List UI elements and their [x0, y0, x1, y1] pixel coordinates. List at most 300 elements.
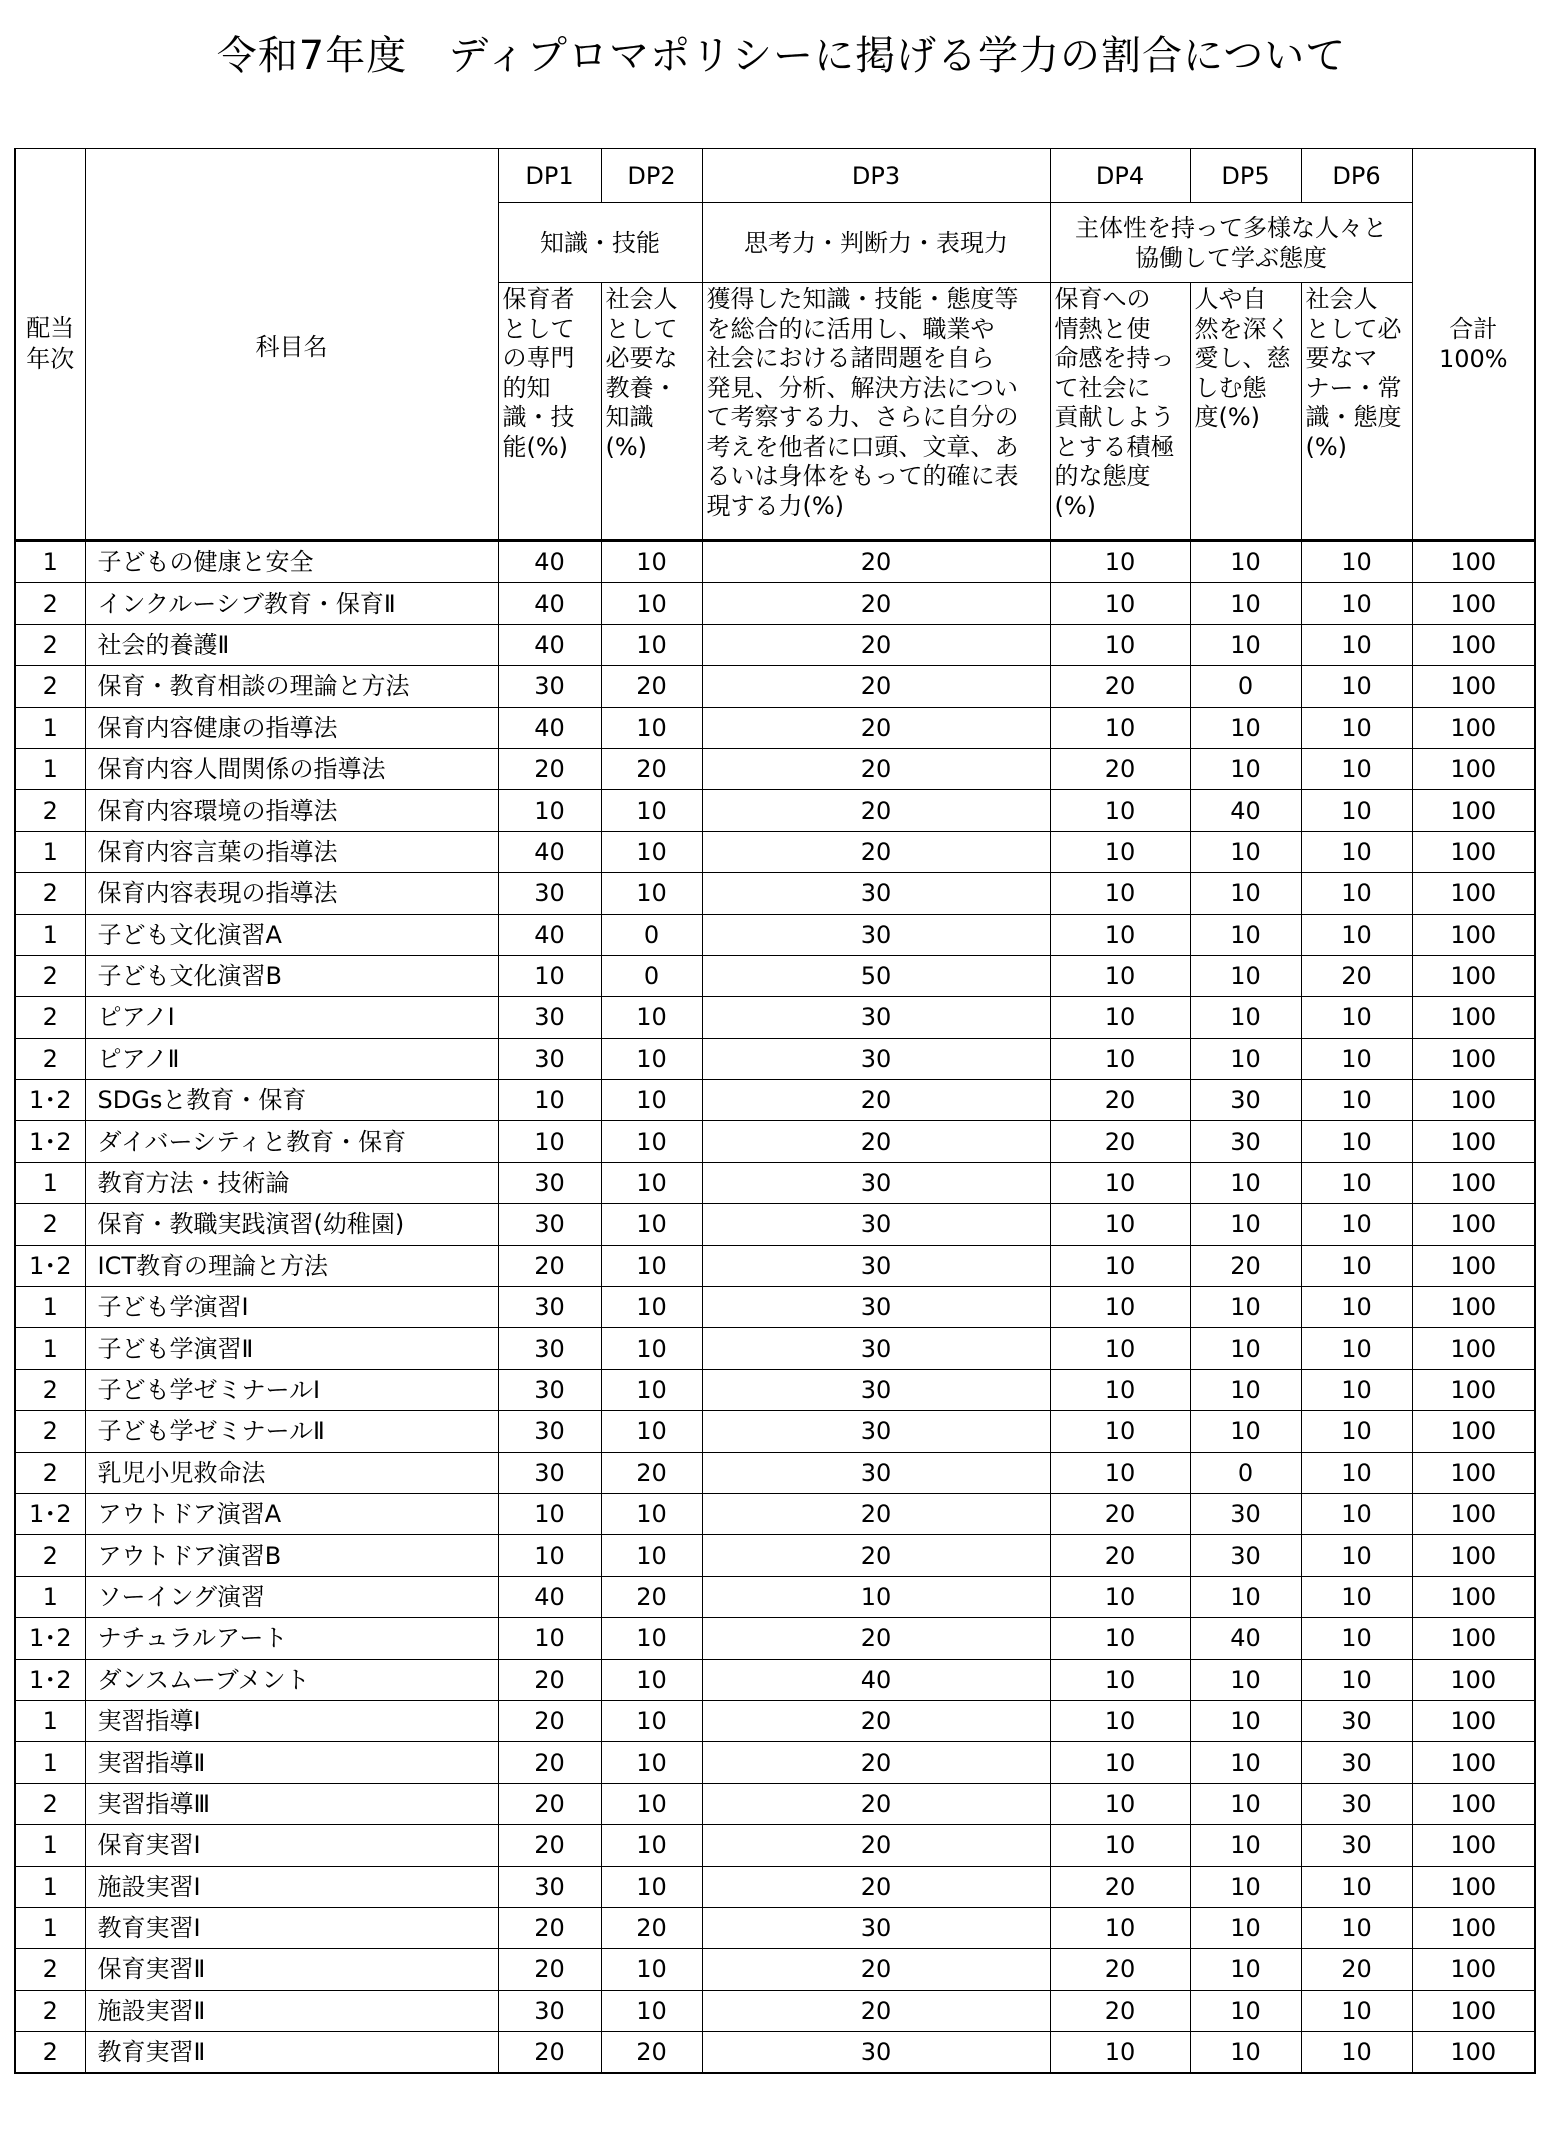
table-row [15, 583, 1535, 624]
year-cell: 2 [15, 1783, 85, 1824]
dp4-cell: 10 [1050, 790, 1190, 831]
dp5-cell: 10 [1190, 1825, 1301, 1866]
dp5-header: DP5 [1190, 149, 1301, 203]
year-cell: 2 [15, 1411, 85, 1452]
dp5-cell: 10 [1190, 1204, 1301, 1245]
dp4-cell: 10 [1050, 1659, 1190, 1700]
dp1-cell: 30 [498, 1369, 601, 1410]
dp2-cell: 10 [601, 624, 702, 665]
desc-line: 発見、分析、解決方法につい [706, 373, 1019, 402]
dp1-cell: 30 [498, 873, 601, 914]
dp6-cell: 30 [1301, 1742, 1412, 1783]
dp2-cell: 0 [601, 955, 702, 996]
dp3-cell: 30 [702, 1245, 1050, 1286]
dp2-cell: 10 [601, 1162, 702, 1203]
dp6-cell: 30 [1301, 1783, 1412, 1824]
dp3-cell: 20 [702, 666, 1050, 707]
dp6-cell: 10 [1301, 666, 1412, 707]
year-cell: 1 [15, 1162, 85, 1203]
subject-cell: 子ども学演習Ⅰ [85, 1287, 498, 1328]
total-header-line: 100% [1438, 345, 1508, 373]
dp6-cell: 10 [1301, 748, 1412, 789]
subject-cell: 保育内容言葉の指導法 [85, 831, 498, 872]
dp2-cell: 10 [601, 1411, 702, 1452]
dp1-cell: 30 [498, 1452, 601, 1493]
table-row [15, 955, 1535, 996]
subject-cell: 実習指導Ⅲ [85, 1783, 498, 1824]
subject-cell: 子ども学ゼミナールⅠ [85, 1369, 498, 1410]
dp3-description [702, 283, 1050, 541]
total-cell: 100 [1412, 624, 1535, 665]
dp5-cell: 40 [1190, 1618, 1301, 1659]
dp6-cell: 10 [1301, 1535, 1412, 1576]
dp5-cell: 10 [1190, 1411, 1301, 1452]
dp3-cell: 20 [702, 748, 1050, 789]
dp3-cell: 30 [702, 1162, 1050, 1203]
year-cell: 2 [15, 997, 85, 1038]
dp5-cell: 10 [1190, 1038, 1301, 1079]
year-cell: 2 [15, 873, 85, 914]
dp6-cell: 10 [1301, 624, 1412, 665]
dp4-cell: 20 [1050, 748, 1190, 789]
table-row [15, 831, 1535, 872]
dp1-cell: 10 [498, 1535, 601, 1576]
total-cell: 100 [1412, 1618, 1535, 1659]
dp5-cell: 10 [1190, 1990, 1301, 2031]
dp2-cell: 10 [601, 1245, 702, 1286]
dp3-cell: 20 [702, 1825, 1050, 1866]
desc-line: を総合的に活用し、職業や [706, 314, 995, 343]
dp4-cell: 20 [1050, 1990, 1190, 2031]
total-cell: 100 [1412, 914, 1535, 955]
dp2-cell: 10 [601, 1493, 702, 1534]
dp6-cell: 10 [1301, 1866, 1412, 1907]
dp2-cell: 10 [601, 1080, 702, 1121]
table-row [15, 1369, 1535, 1410]
dp3-cell: 20 [702, 1949, 1050, 1990]
dp1-cell: 30 [498, 1204, 601, 1245]
dp1-cell: 20 [498, 1949, 601, 1990]
dp1-cell: 20 [498, 1700, 601, 1741]
dp4-cell: 10 [1050, 1700, 1190, 1741]
table-body [15, 541, 1535, 2074]
year-cell: 1･2 [15, 1080, 85, 1121]
subject-cell: SDGsと教育・保育 [85, 1080, 498, 1121]
dp4-cell: 10 [1050, 873, 1190, 914]
dp5-cell: 10 [1190, 1700, 1301, 1741]
table-row [15, 914, 1535, 955]
year-header [15, 149, 85, 541]
dp4-cell: 10 [1050, 1825, 1190, 1866]
dp5-cell: 10 [1190, 583, 1301, 624]
table-row [15, 1080, 1535, 1121]
year-cell: 1 [15, 707, 85, 748]
dp6-cell: 20 [1301, 955, 1412, 996]
desc-line: (%) [1054, 491, 1097, 520]
total-header-line: 合計 [1449, 315, 1498, 343]
dp5-cell: 10 [1190, 1287, 1301, 1328]
dp3-cell: 20 [702, 624, 1050, 665]
dp1-cell: 40 [498, 541, 601, 583]
dp5-cell: 30 [1190, 1493, 1301, 1534]
dp1-cell: 40 [498, 624, 601, 665]
dp2-cell: 10 [601, 1949, 702, 1990]
table-row [15, 1535, 1535, 1576]
year-cell: 1 [15, 914, 85, 955]
year-cell: 1 [15, 1907, 85, 1948]
total-cell: 100 [1412, 1328, 1535, 1369]
year-cell: 2 [15, 790, 85, 831]
dp6-cell: 10 [1301, 1038, 1412, 1079]
subject-cell: 子ども学ゼミナールⅡ [85, 1411, 498, 1452]
dp5-cell: 10 [1190, 997, 1301, 1038]
table-row [15, 1204, 1535, 1245]
dp4-cell: 10 [1050, 1245, 1190, 1286]
table-row [15, 1783, 1535, 1824]
dp6-cell: 10 [1301, 583, 1412, 624]
year-header-line: 配当 [26, 314, 75, 342]
dp4-cell: 10 [1050, 1618, 1190, 1659]
dp2-cell: 10 [601, 1121, 702, 1162]
dp3-cell: 30 [702, 2032, 1050, 2074]
dp4-cell: 10 [1050, 583, 1190, 624]
dp5-cell: 20 [1190, 1245, 1301, 1286]
desc-line: (%) [1305, 432, 1348, 461]
dp5-description [1190, 283, 1301, 541]
dp2-cell: 10 [601, 1783, 702, 1824]
year-cell: 2 [15, 2032, 85, 2074]
year-cell: 1･2 [15, 1121, 85, 1162]
table-row [15, 1162, 1535, 1203]
desc-line: るいは身体をもって的確に表 [706, 462, 1019, 490]
dp1-cell: 30 [498, 997, 601, 1038]
dp6-cell: 30 [1301, 1700, 1412, 1741]
total-cell: 100 [1412, 748, 1535, 789]
desc-line: ナー・常 [1305, 373, 1402, 402]
subject-cell: 教育実習Ⅰ [85, 1907, 498, 1948]
total-cell: 100 [1412, 1907, 1535, 1948]
desc-line: しむ態 [1194, 373, 1267, 402]
desc-line: 命感を持っ [1054, 344, 1175, 372]
year-cell: 1 [15, 541, 85, 583]
dp6-cell: 10 [1301, 1245, 1412, 1286]
total-cell: 100 [1412, 955, 1535, 996]
dp1-cell: 10 [498, 1618, 601, 1659]
table-row [15, 624, 1535, 665]
year-cell: 1･2 [15, 1659, 85, 1700]
desc-line: として [605, 314, 678, 343]
dp5-cell: 0 [1190, 666, 1301, 707]
dp2-cell: 10 [601, 1328, 702, 1369]
year-cell: 1 [15, 1866, 85, 1907]
dp3-cell: 40 [702, 1659, 1050, 1700]
group-attitude-line: 協働して学ぶ態度 [1135, 243, 1327, 272]
year-cell: 1 [15, 1328, 85, 1369]
dp2-cell: 10 [601, 1742, 702, 1783]
dp3-cell: 20 [702, 1535, 1050, 1576]
dp3-cell: 20 [702, 1866, 1050, 1907]
desc-line: の専門 [502, 344, 575, 372]
table-row [15, 1411, 1535, 1452]
dp6-cell: 10 [1301, 1121, 1412, 1162]
table-row [15, 997, 1535, 1038]
dp6-cell: 10 [1301, 1369, 1412, 1410]
desc-line: 社会における諸問題を自ら [706, 344, 995, 372]
dp5-cell: 10 [1190, 1866, 1301, 1907]
dp2-cell: 10 [601, 1659, 702, 1700]
dp2-cell: 10 [601, 1700, 702, 1741]
desc-line: 教養・ [605, 373, 678, 402]
dp4-cell: 10 [1050, 1162, 1190, 1203]
subject-header: 科目名 [85, 149, 498, 541]
total-cell: 100 [1412, 1866, 1535, 1907]
dp1-cell: 30 [498, 1162, 601, 1203]
dp2-cell: 10 [601, 1866, 702, 1907]
dp5-cell: 10 [1190, 1783, 1301, 1824]
total-cell: 100 [1412, 666, 1535, 707]
dp1-cell: 30 [498, 1287, 601, 1328]
dp3-cell: 20 [702, 541, 1050, 583]
desc-line: て考察する力、さらに自分の [706, 403, 1019, 431]
desc-line: (%) [605, 432, 648, 461]
table-row [15, 1245, 1535, 1286]
dp3-cell: 30 [702, 1328, 1050, 1369]
desc-line: 社会人 [1305, 285, 1378, 313]
subject-cell: ピアノⅠ [85, 997, 498, 1038]
dp4-description [1050, 283, 1190, 541]
dp6-cell: 10 [1301, 831, 1412, 872]
table-row [15, 1949, 1535, 1990]
desc-line: 識・技 [502, 403, 575, 431]
dp1-cell: 30 [498, 1328, 601, 1369]
total-cell: 100 [1412, 1287, 1535, 1328]
dp1-cell: 40 [498, 914, 601, 955]
year-cell: 1･2 [15, 1493, 85, 1534]
year-cell: 2 [15, 1369, 85, 1410]
dp5-cell: 10 [1190, 748, 1301, 789]
total-cell: 100 [1412, 1576, 1535, 1617]
dp3-cell: 20 [702, 1080, 1050, 1121]
dp6-cell: 10 [1301, 997, 1412, 1038]
page-title: 令和7年度 ディプロマポリシーに掲げる学力の割合について [216, 33, 1347, 79]
dp5-cell: 10 [1190, 1949, 1301, 1990]
dp1-cell: 10 [498, 1121, 601, 1162]
subject-cell: 施設実習Ⅱ [85, 1990, 498, 2031]
desc-line: 獲得した知識・技能・態度等 [706, 285, 1019, 313]
group-attitude-line: 主体性を持って多様な人々と [1075, 213, 1387, 242]
dp3-cell: 30 [702, 1038, 1050, 1079]
dp6-cell: 10 [1301, 1080, 1412, 1121]
dp3-cell: 30 [702, 873, 1050, 914]
dp2-cell: 10 [601, 1038, 702, 1079]
dp6-cell: 10 [1301, 1287, 1412, 1328]
year-cell: 2 [15, 666, 85, 707]
dp3-cell: 20 [702, 1121, 1050, 1162]
dp4-cell: 10 [1050, 624, 1190, 665]
dp4-cell: 10 [1050, 707, 1190, 748]
total-cell: 100 [1412, 707, 1535, 748]
dp6-cell: 10 [1301, 1452, 1412, 1493]
dp4-cell: 20 [1050, 666, 1190, 707]
desc-line: 貢献しよう [1054, 403, 1175, 431]
dp4-cell: 20 [1050, 1949, 1190, 1990]
table-row [15, 1742, 1535, 1783]
total-cell: 100 [1412, 1493, 1535, 1534]
dp6-cell: 10 [1301, 541, 1412, 583]
dp5-cell: 10 [1190, 1659, 1301, 1700]
total-cell: 100 [1412, 541, 1535, 583]
desc-line: て社会に [1054, 373, 1151, 402]
total-cell: 100 [1412, 1038, 1535, 1079]
dp4-cell: 20 [1050, 1080, 1190, 1121]
dp1-cell: 20 [498, 1825, 601, 1866]
dp1-cell: 40 [498, 707, 601, 748]
group-attitude [1050, 203, 1412, 283]
dp1-cell: 20 [498, 748, 601, 789]
year-cell: 1 [15, 831, 85, 872]
subject-cell: 社会的養護Ⅱ [85, 624, 498, 665]
dp2-cell: 20 [601, 2032, 702, 2074]
dp1-cell: 30 [498, 1038, 601, 1079]
dp6-cell: 10 [1301, 790, 1412, 831]
dp3-cell: 30 [702, 1907, 1050, 1948]
year-cell: 1･2 [15, 1618, 85, 1659]
desc-line: 保育者 [502, 285, 575, 313]
dp3-cell: 10 [702, 1576, 1050, 1617]
dp5-cell: 30 [1190, 1080, 1301, 1121]
dp6-cell: 10 [1301, 1907, 1412, 1948]
dp2-cell: 10 [601, 790, 702, 831]
total-cell: 100 [1412, 831, 1535, 872]
dp2-cell: 10 [601, 997, 702, 1038]
dp5-cell: 40 [1190, 790, 1301, 831]
desc-line: 情熱と使 [1054, 314, 1151, 343]
dp5-cell: 10 [1190, 1162, 1301, 1203]
year-cell: 2 [15, 1038, 85, 1079]
subject-cell: 子ども学演習Ⅱ [85, 1328, 498, 1369]
year-cell: 1 [15, 1576, 85, 1617]
dp3-cell: 30 [702, 914, 1050, 955]
total-cell: 100 [1412, 790, 1535, 831]
dp1-cell: 20 [498, 1742, 601, 1783]
dp4-cell: 10 [1050, 1411, 1190, 1452]
dp6-cell: 10 [1301, 914, 1412, 955]
dp3-cell: 20 [702, 1700, 1050, 1741]
dp2-cell: 10 [601, 1287, 702, 1328]
dp5-cell: 10 [1190, 1742, 1301, 1783]
desc-line: 知識 [605, 403, 654, 431]
dp5-cell: 10 [1190, 707, 1301, 748]
desc-line: 必要な [605, 344, 678, 372]
dp1-cell: 20 [498, 1245, 601, 1286]
dp5-cell: 10 [1190, 624, 1301, 665]
dp2-cell: 20 [601, 748, 702, 789]
subject-cell: 子ども文化演習B [85, 955, 498, 996]
table-row [15, 1618, 1535, 1659]
desc-line: 度(%) [1194, 403, 1261, 431]
total-cell: 100 [1412, 1080, 1535, 1121]
subject-cell: ソーイング演習 [85, 1576, 498, 1617]
dp4-cell: 10 [1050, 2032, 1190, 2074]
total-cell: 100 [1412, 997, 1535, 1038]
total-cell: 100 [1412, 1452, 1535, 1493]
year-cell: 2 [15, 1452, 85, 1493]
dp1-cell: 20 [498, 2032, 601, 2074]
dp5-cell: 10 [1190, 831, 1301, 872]
dp4-cell: 20 [1050, 1493, 1190, 1534]
dp4-cell: 10 [1050, 541, 1190, 583]
dp1-cell: 40 [498, 583, 601, 624]
dp2-cell: 10 [601, 707, 702, 748]
dp5-cell: 10 [1190, 873, 1301, 914]
subject-cell: 保育内容健康の指導法 [85, 707, 498, 748]
table-row [15, 1038, 1535, 1079]
dp2-cell: 10 [601, 831, 702, 872]
year-cell: 1･2 [15, 1245, 85, 1286]
desc-line: 人や自 [1194, 285, 1267, 313]
desc-line: として [502, 314, 575, 343]
dp1-cell: 10 [498, 1080, 601, 1121]
dp4-cell: 10 [1050, 1038, 1190, 1079]
total-cell: 100 [1412, 1659, 1535, 1700]
desc-line: 的知 [502, 373, 551, 402]
year-cell: 1 [15, 1825, 85, 1866]
total-cell: 100 [1412, 1783, 1535, 1824]
desc-line: 要なマ [1305, 344, 1378, 372]
desc-line: 現する力(%) [706, 491, 845, 520]
dp2-header: DP2 [601, 149, 702, 203]
dp4-cell: 10 [1050, 1783, 1190, 1824]
dp2-cell: 0 [601, 914, 702, 955]
dp1-description [498, 283, 601, 541]
total-cell: 100 [1412, 1121, 1535, 1162]
dp4-cell: 10 [1050, 1287, 1190, 1328]
dp6-cell: 10 [1301, 1576, 1412, 1617]
table-header [15, 149, 1535, 541]
dp1-cell: 30 [498, 666, 601, 707]
dp3-cell: 20 [702, 1783, 1050, 1824]
year-cell: 2 [15, 1949, 85, 1990]
dp3-cell: 30 [702, 1287, 1050, 1328]
dp2-cell: 20 [601, 1907, 702, 1948]
subject-cell: ダンスムーブメント [85, 1659, 498, 1700]
dp5-cell: 10 [1190, 955, 1301, 996]
dp3-cell: 50 [702, 955, 1050, 996]
dp1-cell: 40 [498, 831, 601, 872]
dp6-cell: 10 [1301, 1659, 1412, 1700]
subject-cell: ナチュラルアート [85, 1618, 498, 1659]
total-cell: 100 [1412, 1700, 1535, 1741]
desc-line: 的な態度 [1054, 462, 1151, 490]
dp5-cell: 30 [1190, 1121, 1301, 1162]
dp2-cell: 20 [601, 1452, 702, 1493]
dp3-cell: 30 [702, 1369, 1050, 1410]
total-cell: 100 [1412, 1990, 1535, 2031]
total-cell: 100 [1412, 1949, 1535, 1990]
total-cell: 100 [1412, 1742, 1535, 1783]
desc-line: 能(%) [502, 432, 569, 461]
dp2-cell: 10 [601, 541, 702, 583]
subject-cell: 保育・教職実践演習(幼稚園) [85, 1204, 498, 1245]
subject-cell: ICT教育の理論と方法 [85, 1245, 498, 1286]
dp4-header: DP4 [1050, 149, 1190, 203]
total-header [1412, 149, 1535, 541]
dp3-cell: 20 [702, 1742, 1050, 1783]
dp3-cell: 20 [702, 583, 1050, 624]
dp6-cell: 10 [1301, 1493, 1412, 1534]
dp5-cell: 10 [1190, 914, 1301, 955]
dp5-cell: 10 [1190, 541, 1301, 583]
